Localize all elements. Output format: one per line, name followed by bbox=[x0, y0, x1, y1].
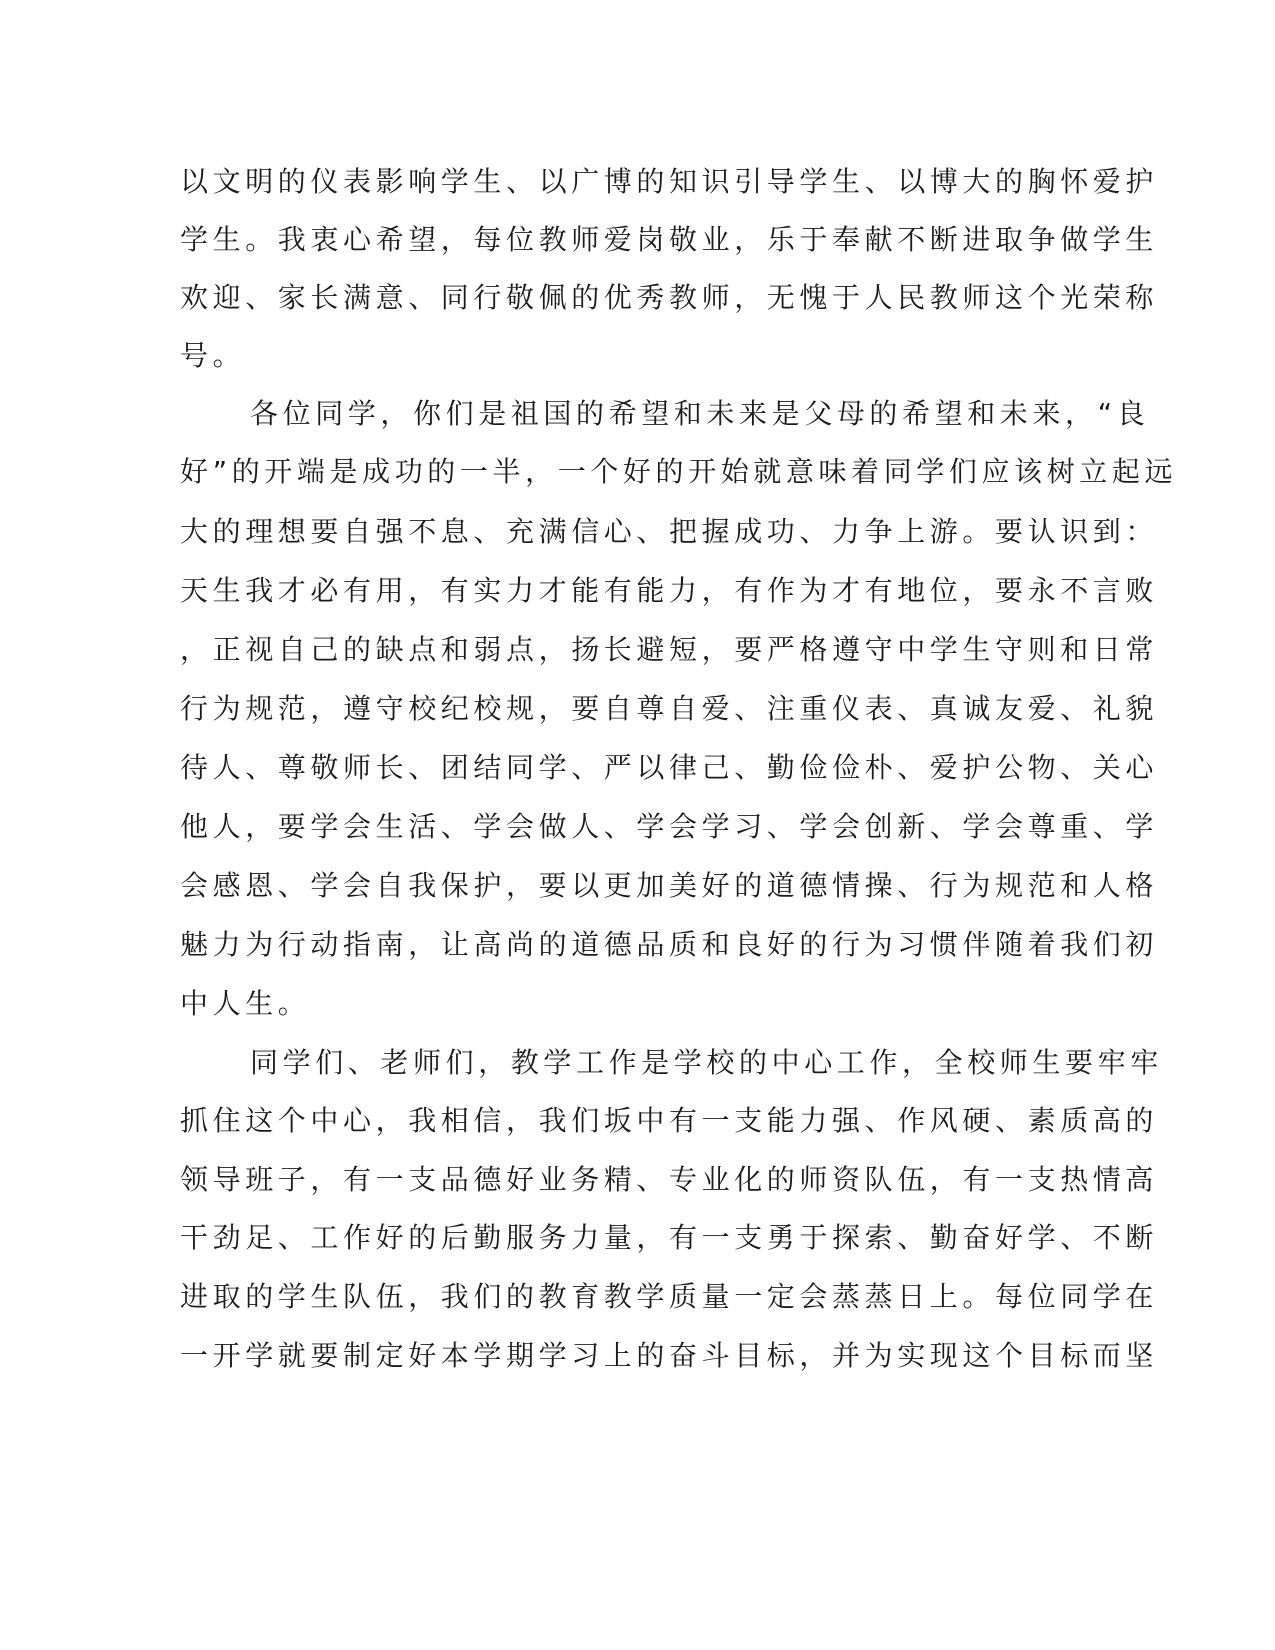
text-line: 各位同学，你们是祖国的希望和未来是父母的希望和未来，“良 bbox=[250, 397, 1150, 430]
text-line: 中人生。 bbox=[180, 987, 311, 1020]
text-line: 以文明的仪表影响学生、以广博的知识引导学生、以博大的胸怀爱护 bbox=[180, 165, 1159, 198]
text-line: 大的理想要自强不息、充满信心、把握成功、力争上游。要认识到： bbox=[180, 515, 1159, 548]
text-line: 号。 bbox=[180, 339, 246, 372]
text-line: 天生我才必有用，有实力才能有能力，有作为才有地位，要永不言败 bbox=[180, 574, 1159, 607]
text-line: 魅力为行动指南，让高尚的道德品质和良好的行为习惯伴随着我们初 bbox=[180, 928, 1159, 961]
text-line: 抓住这个中心，我相信，我们坂中有一支能力强、作风硬、素质高的 bbox=[180, 1104, 1159, 1137]
text-line: 学生。我衷心希望，每位教师爱岗敬业，乐于奉献不断进取争做学生 bbox=[180, 223, 1159, 256]
text-line: ，正视自己的缺点和弱点，扬长避短，要严格遵守中学生守则和日常 bbox=[180, 633, 1159, 666]
text-line: 一开学就要制定好本学期学习上的奋斗目标，并为实现这个目标而坚 bbox=[180, 1339, 1159, 1372]
text-line: 同学们、老师们，教学工作是学校的中心工作，全校师生要牢牢 bbox=[250, 1046, 1163, 1079]
text-line: 领导班子，有一支品德好业务精、专业化的师资队伍，有一支热情高 bbox=[180, 1163, 1159, 1196]
text-line: 行为规范，遵守校纪校规，要自尊自爱、注重仪表、真诚友爱、礼貌 bbox=[180, 692, 1159, 725]
text-line: 他人，要学会生活、学会做人、学会学习、学会创新、学会尊重、学 bbox=[180, 810, 1159, 843]
text-line: 会感恩、学会自我保护，要以更加美好的道德情操、行为规范和人格 bbox=[180, 869, 1159, 902]
text-line: 欢迎、家长满意、同行敬佩的优秀教师，无愧于人民教师这个光荣称 bbox=[180, 281, 1159, 314]
text-line: 好”的开端是成功的一半，一个好的开始就意味着同学们应该树立起远 bbox=[180, 455, 1178, 488]
text-line: 待人、尊敬师长、团结同学、严以律己、勤俭俭朴、爱护公物、关心 bbox=[180, 751, 1159, 784]
text-line: 干劲足、工作好的后勤服务力量，有一支勇于探索、勤奋好学、不断 bbox=[180, 1221, 1159, 1254]
text-line: 进取的学生队伍，我们的教育教学质量一定会蒸蒸日上。每位同学在 bbox=[180, 1280, 1159, 1313]
